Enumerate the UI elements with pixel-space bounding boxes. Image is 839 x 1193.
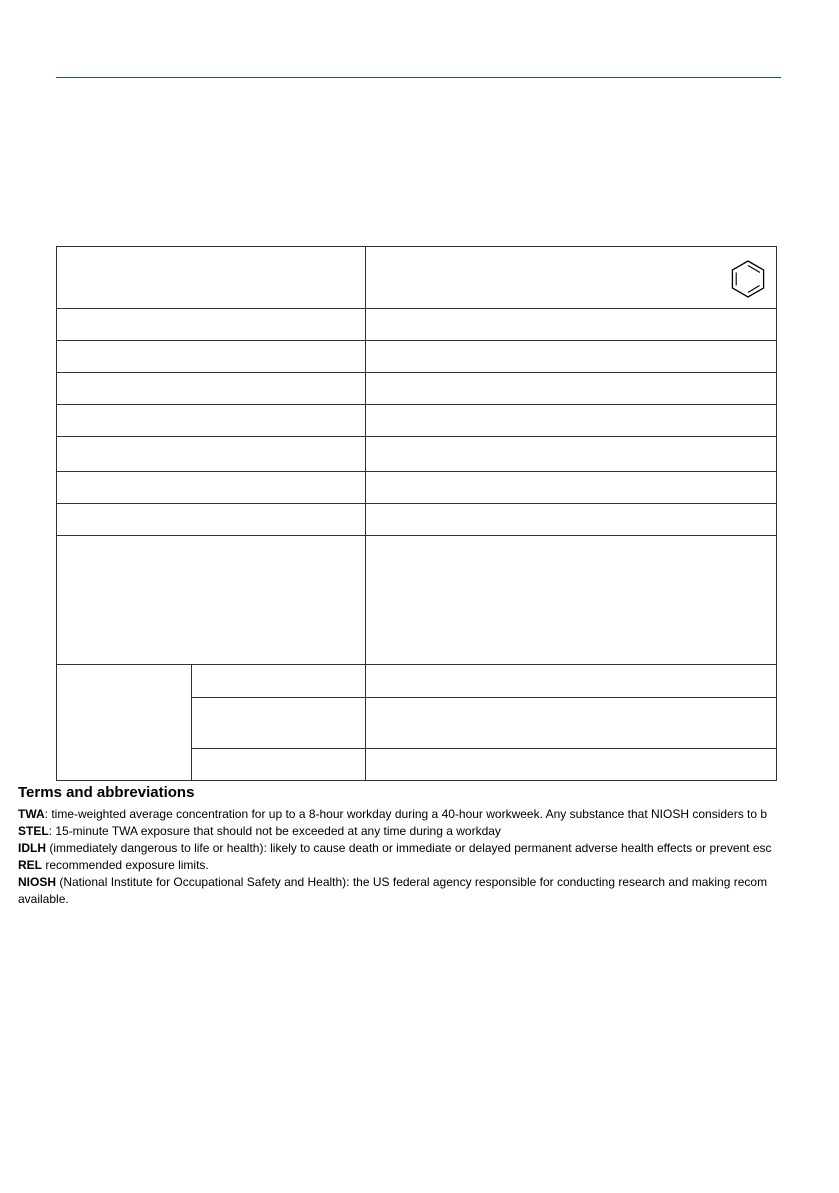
- term-abbr: IDLH: [18, 841, 46, 855]
- term-definition: (National Institute for Occupational Safety and Health): the US federal agency responsible for conducting research and making recom: [56, 875, 768, 889]
- header-rule: [56, 77, 781, 78]
- table-row-divider: [57, 372, 776, 373]
- table-row-divider: [57, 471, 776, 472]
- term-idlh: [18, 840, 839, 857]
- terms-heading: Terms and abbreviations: [18, 784, 195, 801]
- table-row-divider: [57, 664, 776, 665]
- term-definition: recommended exposure limits.: [42, 858, 209, 872]
- table-row-divider: [57, 340, 776, 341]
- term-abbr: STEL: [18, 824, 49, 838]
- term-stel: [18, 823, 839, 840]
- term-niosh: [18, 874, 839, 891]
- term-rel: [18, 857, 839, 874]
- term-definition: : time-weighted average concentration for up to a 8-hour workday during a 40-hour workweek. Any substance that NIOSH considers to b: [44, 807, 768, 821]
- term-definition: (immediately dangerous to life or health): likely to cause death or immediate or delayed permanent adverse health effects or prevent esc: [46, 841, 772, 855]
- terms-and-abbreviations: [18, 784, 839, 908]
- table-column-divider: [365, 247, 366, 780]
- table-subrow-divider: [191, 748, 776, 749]
- table-row-divider: [57, 436, 776, 437]
- term-abbr: TWA: [18, 807, 45, 821]
- term-niosh-continued: available.: [18, 892, 69, 906]
- term-twa: [18, 806, 839, 823]
- table-row-divider: [57, 535, 776, 536]
- table-subrow-divider: [191, 697, 776, 698]
- term-definition: : 15-minute TWA exposure that should not be exceeded at any time during a workday: [48, 824, 501, 838]
- table-row-divider: [57, 308, 776, 309]
- table-row-divider: [57, 404, 776, 405]
- term-abbr: REL: [18, 858, 42, 872]
- chemical-data-table: [56, 246, 777, 781]
- table-subcolumn-divider: [191, 664, 192, 780]
- benzene-ring-icon: [728, 259, 768, 299]
- term-abbr: NIOSH: [18, 875, 57, 889]
- table-row-divider: [57, 503, 776, 504]
